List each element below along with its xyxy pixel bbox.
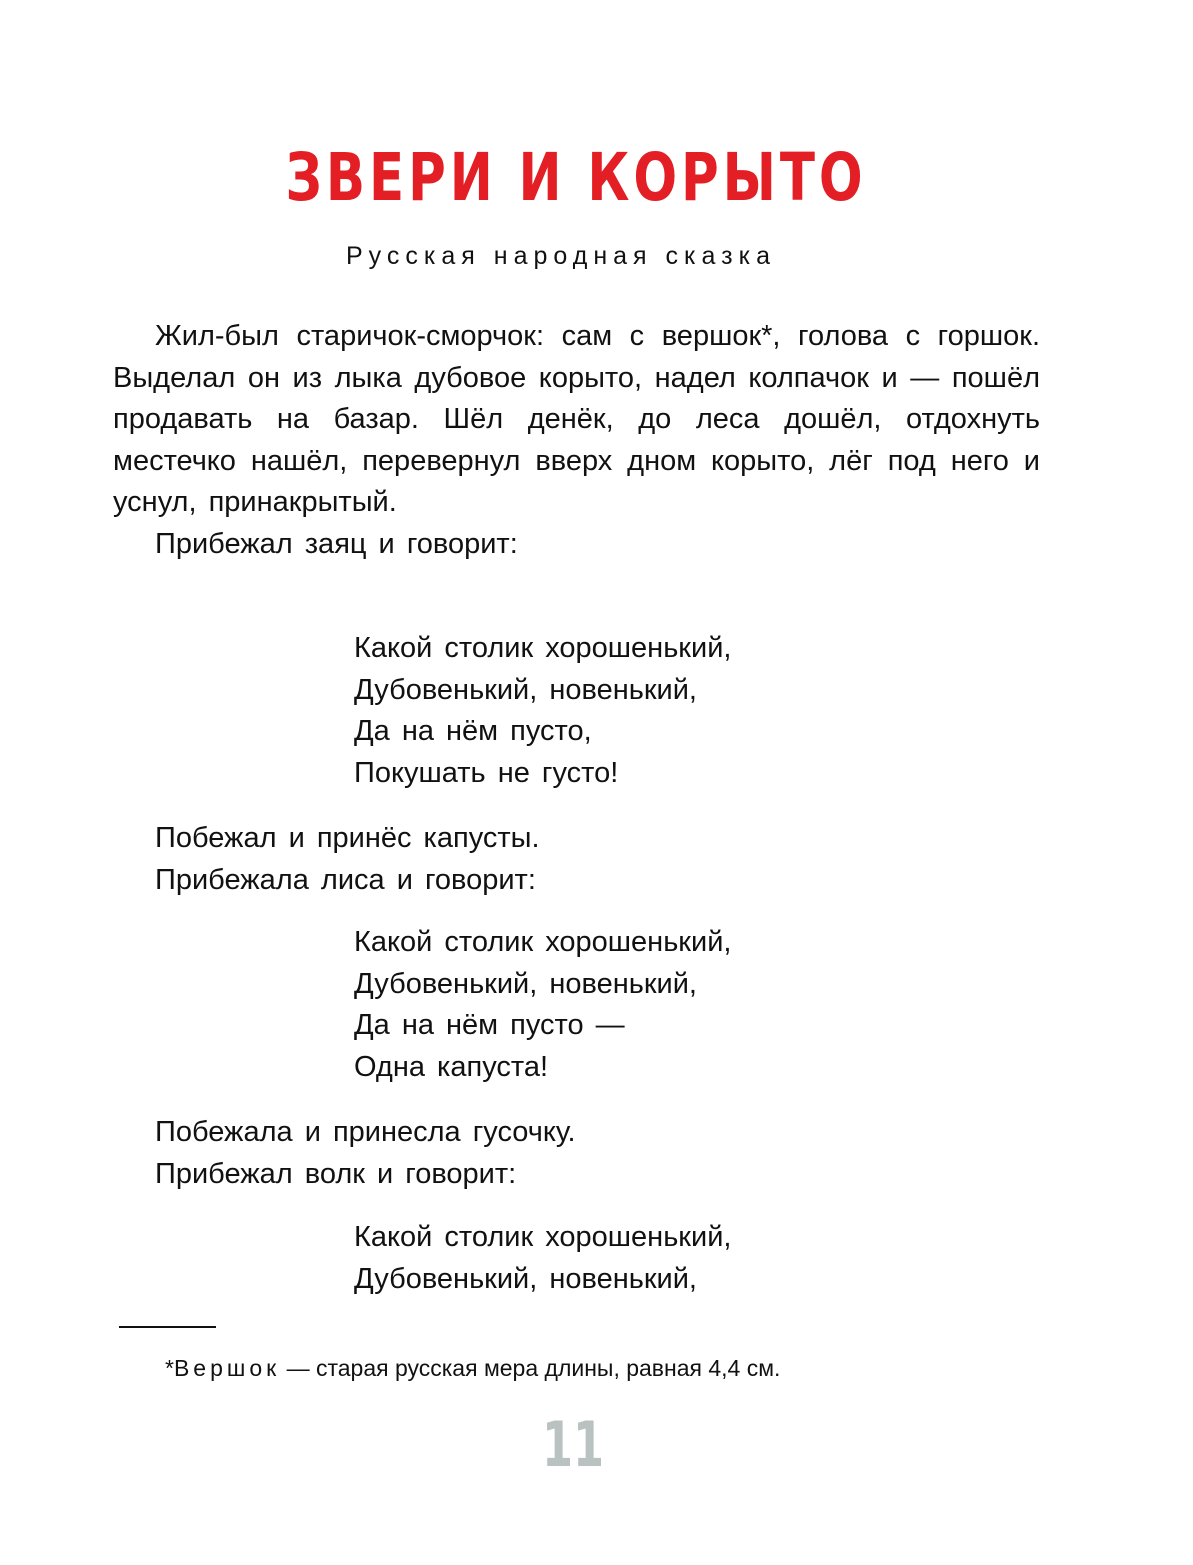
page-number: 11 — [541, 1408, 605, 1481]
story-subtitle: Русская народная сказка — [346, 242, 776, 270]
verse-line: Да на нём пусто, — [354, 715, 592, 747]
verse-hare — [354, 628, 731, 794]
story-title: ЗВЕРИ И КОРЫТО — [285, 139, 867, 216]
cabbage-line: Побежал и принёс капусты. — [155, 822, 540, 854]
footnote — [165, 1353, 780, 1383]
hare-line: Прибежал заяц и говорит: — [155, 527, 518, 560]
verse-fox — [354, 922, 731, 1088]
fox-block — [113, 818, 1040, 901]
opening-block — [113, 316, 1040, 565]
verse-line: Покушать не густо! — [354, 756, 619, 789]
verse-line: Какой столик хорошенький, — [354, 926, 732, 958]
verse-line: Дубовенький, новенький, — [354, 1262, 697, 1295]
verse-line: Дубовенький, новенький, — [354, 673, 697, 706]
fox-line: Прибежала лиса и говорит: — [155, 863, 536, 896]
verse-line: Какой столик хорошенький, — [354, 1221, 732, 1253]
wolf-line: Прибежал волк и говорит: — [155, 1157, 517, 1190]
footnote-divider — [119, 1326, 216, 1328]
opening-paragraph: Жил-был старичок-сморчок: сам с вершок*, голова с горшок. Выделал он из лыка дубовое корыто, надел колпачок и — пошёл продавать на базар. Шёл денёк, до леса дошёл, отдохнуть местечко нашёл, перевернул вверх дном корыто, лёг под него и уснул, принакрытый. — [113, 320, 1040, 518]
verse-line: Дубовенький, новенький, — [354, 967, 697, 1000]
verse-line: Одна капуста! — [354, 1050, 549, 1083]
goose-line: Побежала и принесла гусочку. — [155, 1116, 576, 1148]
footnote-definition: — старая русская мера длины, равная 4,4 см. — [280, 1355, 781, 1381]
footnote-marker: * — [165, 1355, 174, 1381]
footnote-term: Вершок — [173, 1355, 281, 1381]
verse-wolf — [354, 1217, 731, 1300]
verse-line: Какой столик хорошенький, — [354, 632, 732, 664]
verse-line: Да на нём пусто — — [354, 1009, 625, 1041]
wolf-block — [113, 1112, 1040, 1195]
